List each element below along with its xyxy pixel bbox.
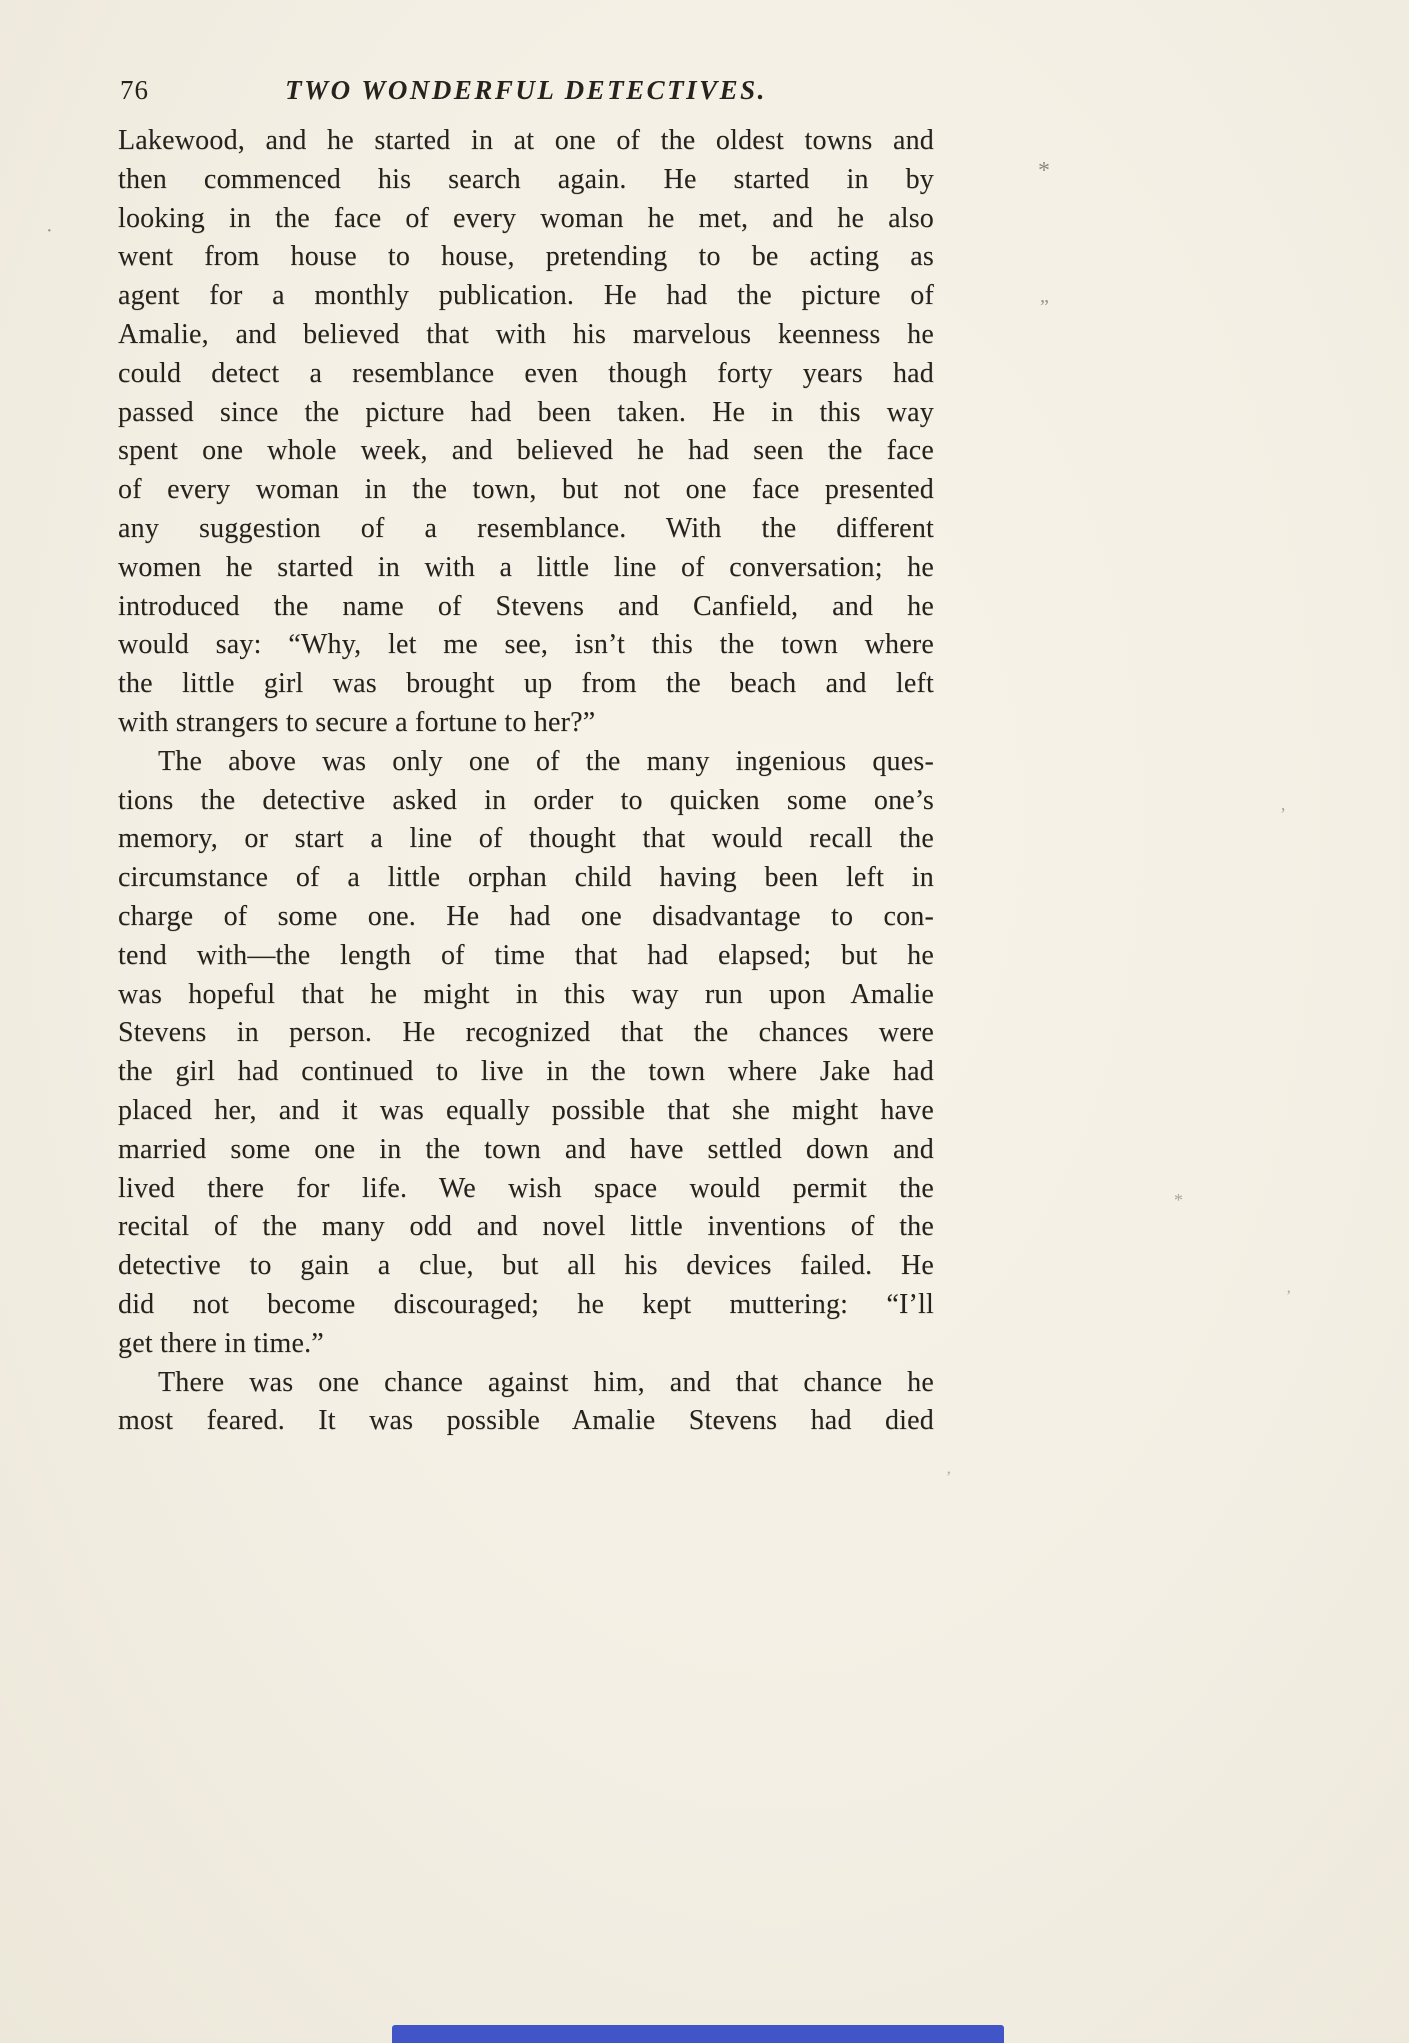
text-line: spent one whole week, and believed he had seen the face bbox=[118, 435, 934, 467]
text-line: with strangers to secure a fortune to her?” bbox=[118, 706, 596, 738]
page-body bbox=[118, 122, 934, 1441]
text-line: placed her, and it was equally possible that she might have bbox=[118, 1094, 934, 1126]
text-line: tions the detective asked in order to quicken some one’s bbox=[118, 784, 934, 816]
text-line: detective to gain a clue, but all his devices failed. He bbox=[118, 1250, 934, 1282]
text-line: did not become discouraged; he kept muttering: “I’ll bbox=[118, 1288, 934, 1320]
text-line: Stevens in person. He recognized that the chances were bbox=[118, 1017, 934, 1049]
scan-speck: ’ bbox=[1286, 1288, 1292, 1305]
text-line: There was one chance against him, and that chance he bbox=[158, 1366, 934, 1398]
text-line: women he started in with a little line of conversation; he bbox=[118, 551, 934, 583]
running-title: TWO WONDERFUL DETECTIVES. bbox=[285, 75, 767, 105]
text-line: circumstance of a little orphan child having been left in bbox=[118, 862, 934, 894]
text-line: The above was only one of the many ingenious ques- bbox=[158, 745, 934, 777]
scan-speck: ‚ bbox=[946, 1460, 952, 1477]
text-line: agent for a monthly publication. He had the picture of bbox=[118, 280, 934, 312]
text-line: looking in the face of every woman he met, and he also bbox=[118, 202, 934, 234]
scan-speck: * bbox=[1174, 1190, 1183, 1210]
text-line: charge of some one. He had one disadvantage to con- bbox=[118, 900, 934, 932]
paragraph bbox=[118, 743, 934, 1364]
text-line: most feared. It was possible Amalie Stevens had died bbox=[118, 1405, 934, 1437]
text-line: the little girl was brought up from the beach and left bbox=[118, 668, 934, 700]
text-line: went from house to house, pretending to be acting as bbox=[118, 241, 934, 273]
paragraph bbox=[118, 122, 934, 743]
text-line: Amalie, and believed that with his marvelous keenness he bbox=[118, 318, 934, 350]
text-line: Lakewood, and he started in at one of the oldest towns and bbox=[118, 125, 934, 156]
text-line: would say: “Why, let me see, isn’t this the town where bbox=[118, 629, 934, 661]
scan-speck: ’ bbox=[1280, 804, 1286, 824]
text-line: get there in time.” bbox=[118, 1327, 324, 1359]
text-line: tend with—the length of time that had elapsed; but he bbox=[118, 939, 934, 971]
scan-speck: · bbox=[46, 220, 53, 242]
scan-edge-bar bbox=[392, 2025, 1004, 2043]
text-line: lived there for life. We wish space would permit the bbox=[118, 1172, 934, 1204]
scan-speck: ” bbox=[1040, 296, 1049, 318]
text-line: any suggestion of a resemblance. With the different bbox=[118, 512, 934, 544]
page-number: 76 bbox=[120, 75, 149, 105]
text-line: memory, or start a line of thought that would recall the bbox=[118, 823, 934, 855]
page-header bbox=[118, 74, 934, 112]
text-line: passed since the picture had been taken. He in this way bbox=[118, 396, 934, 428]
text-line: married some one in the town and have settled down and bbox=[118, 1133, 934, 1165]
text-line: of every woman in the town, but not one face presented bbox=[118, 474, 934, 506]
text-line: introduced the name of Stevens and Canfield, and he bbox=[118, 590, 934, 622]
text-line: then commenced his search again. He started in by bbox=[118, 163, 934, 195]
text-line: the girl had continued to live in the town where Jake had bbox=[118, 1056, 934, 1088]
text-line: was hopeful that he might in this way run upon Amalie bbox=[118, 978, 934, 1010]
text-line: could detect a resemblance even though forty years had bbox=[118, 357, 934, 389]
scan-speck: * bbox=[1038, 158, 1050, 184]
text-line: recital of the many odd and novel little inventions of the bbox=[118, 1211, 934, 1243]
paragraph bbox=[118, 1364, 934, 1442]
